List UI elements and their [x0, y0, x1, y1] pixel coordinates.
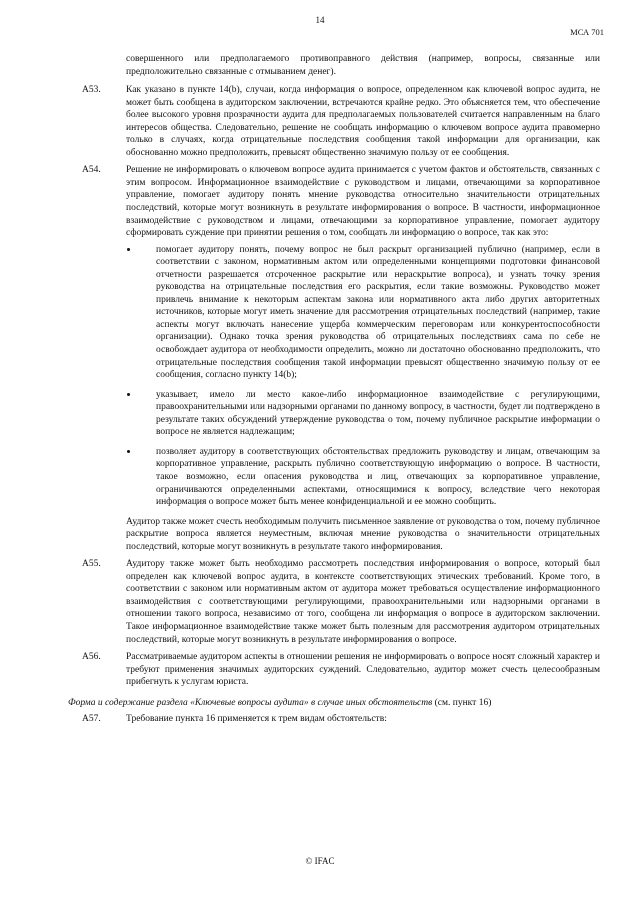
list-item-text: помогает аудитору понять, почему вопрос не был раскрыт организацией публично (например, если в соответствии с законом, нормативным актом или определенными концепциями подготовки финансовой отчетности разрешается отсроченное раскрытие или нераскрытие вопроса), и узнать точку зрения руководства на отрицательные последствия его раскрытия, если такие возможны. Руководство может привлечь внимание к некоторым аспектам закона или нормативного акта либо других авторитетных источников, которые могут иметь значение для рассмотрения отрицательных последствий (например, такие аспекты могут включать нанесение ущерба коммерческим переговорам или конкурентоспособности организации). Однако точка зрения руководства об отрицательных последствиях сама по себе не освобождает аудитора от необходимости определить, можно ли достаточно обоснованно предположить, что отрицательные последствия сообщения такой информации превысят общественно значимую пользу от ее сообщения, согласно пункту 14(b);: [156, 244, 600, 381]
paragraph-number: A57.: [82, 714, 101, 725]
paragraph-a54: [82, 164, 600, 553]
footer-copyright: © IFAC: [305, 856, 335, 866]
paragraph-a57: [82, 713, 600, 726]
bullet-list: [126, 244, 600, 509]
section-heading-title: Форма и содержание раздела «Ключевые вопросы аудита» в случае иных обстоятельств: [68, 697, 433, 708]
list-item-text: указывает, имело ли место какое-либо информационное взаимодействие с регулирующими, правоохранительными или надзорными органами по данному вопросу, в частности, будет ли подтверждено в результате таких обсуждений утверждение руководства о том, почему публичное раскрытие информации о вопросе не является надлежащим;: [156, 389, 600, 438]
paragraph-closing: Аудитор также может счесть необходимым получить письменное заявление от руководства о том, почему публичное раскрытие вопроса является неуместным, включая мнение руководства о значительности отрицательных последствий, которые могут возникнуть в результате такого информирования.: [126, 516, 600, 552]
paragraph-a56: [82, 651, 600, 689]
standard-code: МСА 701: [570, 27, 604, 37]
bullet-icon: [126, 244, 156, 382]
section-heading-ref: (см. пункт 16): [434, 697, 492, 708]
paragraph-number: A53.: [82, 85, 101, 96]
paragraph-text: Требование пункта 16 применяется к трем видам обстоятельств:: [126, 714, 387, 725]
paragraph-text: Рассматриваемые аудитором аспекты в отношении решения не информировать о вопросе носят сложный характер и требуют применения значимых аудиторских суждений. Следовательно, аудитор может счесть целесообразным прибегнуть к услугам юриста.: [126, 652, 600, 688]
paragraph-a55: [82, 558, 600, 646]
paragraph-text: Аудитору также может быть необходимо рассмотреть последствия информирования о вопросе, который был определен как ключевой вопрос аудита, в контексте соответствующих этических требований. Кроме того, в соответствии с законом или нормативным актом от аудитора может требоваться осуществление информационного взаимодействия с соответствующими регулирующими, правоохранительными или надзорными органами в отношении такого вопроса, независимо от того, сообщена ли информация о вопросе в аудиторском заключении. Такое информационное взаимодействие также может быть полезным для рассмотрения аудитором отрицательных последствий, которые могут возникнуть в результате информирования о вопросе.: [126, 559, 600, 645]
list-item-text: позволяет аудитору в соответствующих обстоятельствах предложить руководству и лицам, отвечающим за корпоративное управление, раскрыть публично соответствующую информацию о вопросе. В частности, такое возможно, если опасения руководства и лиц, отвечающих за корпоративное управление, ограничиваются определенными аспектами, относящимися к вопросу, вследствие чего некоторая информация о вопросе может быть менее конфиденциальной и ее можно сообщить.: [156, 446, 600, 508]
paragraph-text: Как указано в пункте 14(b), случаи, когда информация о вопросе, определенном как ключевой вопрос аудита, не может быть сообщена в аудиторском заключении, встречаются крайне редко. Это объясняется тем, что обеспечение более высокого уровня прозрачности аудита для предполагаемых пользователей считается направленным на благо интересов общества. Следовательно, решение не сообщать информацию о ключевом вопросе аудита правомерно только в случаях, когда отрицательные последствия сообщения такой информации для организации, как обоснованно можно предположить, превысят общественно значимую пользу от ее сообщения.: [126, 85, 600, 158]
bullet-icon: [126, 446, 156, 509]
list-item: [126, 389, 600, 439]
paragraph-a53: [82, 84, 600, 159]
list-item: [126, 244, 600, 382]
bullet-icon: [126, 389, 156, 439]
paragraph-number: A56.: [82, 652, 101, 663]
document-body: [68, 53, 600, 731]
paragraph-number: A54.: [82, 165, 101, 176]
intro-continuation: совершенного или предполагаемого противоправного действия (например, вопросы, связанные или предположительно связанные с отмыванием денег).: [126, 54, 600, 77]
section-heading: [68, 697, 600, 710]
paragraph-number: A55.: [82, 559, 101, 570]
list-item: [126, 446, 600, 509]
page-number: 14: [315, 15, 325, 25]
paragraph-text: Решение не информировать о ключевом вопросе аудита принимается с учетом фактов и обстоятельств, связанных с этим вопросом. Информационное взаимодействие с руководством и лицами, отвечающими за корпоративное управление, помогает аудитору понять мнение руководства относительно значительности отрицательных последствий, которые могут возникнуть в результате информирования о вопросе. В частности, информационное взаимодействие с руководством и лицами, отвечающими за корпоративное управление, помогает аудитору сформировать суждение при принятии решения о том, сообщать ли информацию о вопросе, так как это:: [126, 165, 600, 239]
paragraph-content: [126, 164, 600, 553]
